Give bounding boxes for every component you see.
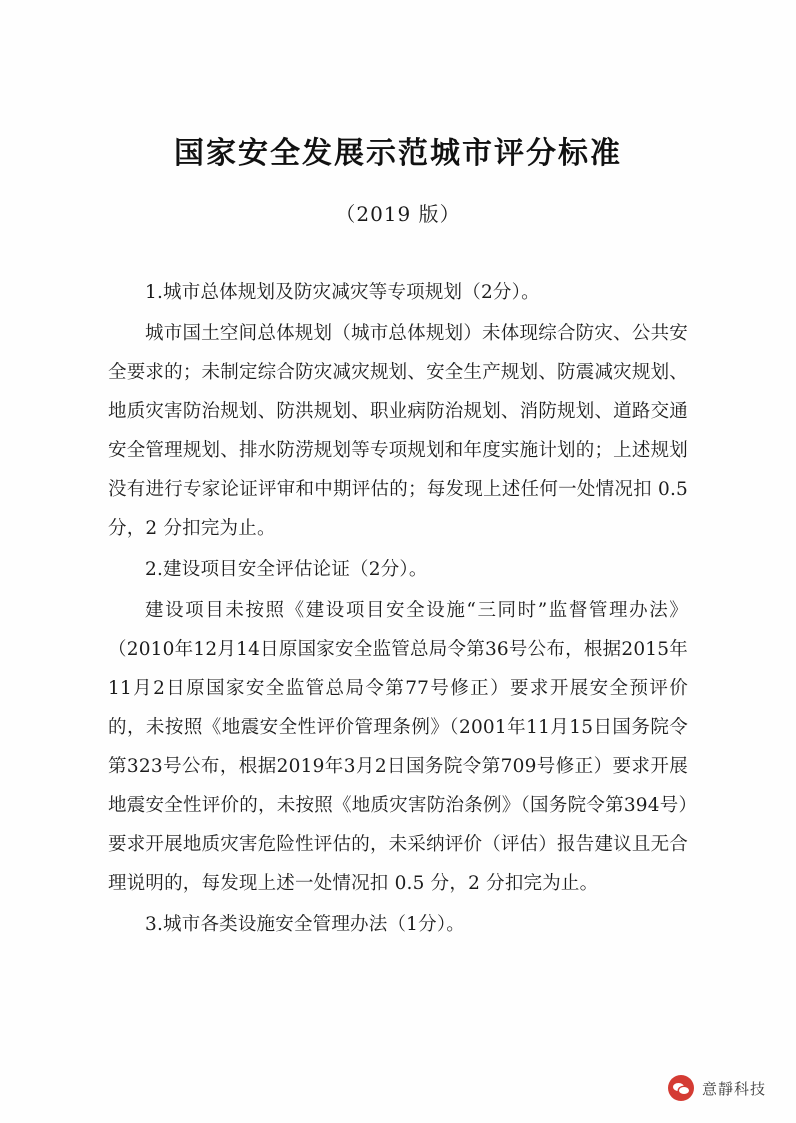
wechat-icon: [668, 1075, 694, 1101]
footer-label: 意靜科技: [701, 1079, 766, 1098]
paragraph: 城市国土空间总体规划（城市总体规划）未体现综合防灾、公共安全要求的；未制定综合防灾减灾规划、安全生产规划、防震减灾规划、地质灾害防治规划、防洪规划、职业病防治规划、消防规划、道路交通安全管理规划、排水防涝规划等专项规划和年度实施计划的；上述规划没有进行专家论证评审和中期评估的；每发现上述任何一处情况扣 0.5 分，2 分扣完为止。: [108, 323, 688, 539]
paragraph: 1.城市总体规划及防灾减灾等专项规划（2分）。: [145, 282, 540, 303]
paragraph: 3.城市各类设施安全管理办法（1分）。: [145, 914, 465, 935]
footer-watermark: [668, 1075, 766, 1101]
paragraph: 建设项目未按照《建设项目安全设施“三同时”监督管理办法》（2010年12月14日原国家安全监管总局令第36号公布，根据2015年11月2日原国家安全监管总局令第77号修正）要求开展安全预评价的，未按照《地震安全性评价管理条例》（2001年11月15日国务院令第323号公布，根据2019年3月2日国务院令第709号修正）要求开展地震安全性评价的，未按照《地质灾害防治条例》（国务院令第394号）要求开展地质灾害危险性评估的，未采纳评价（评估）报告建议且无合理说明的，每发现上述一处情况扣 0.5 分，2 分扣完为止。: [108, 600, 688, 894]
paragraph: 2.建设项目安全评估论证（2分）。: [145, 559, 428, 580]
page-subtitle: （2019 版）: [335, 202, 461, 226]
page-title: 国家安全发展示范城市评分标准: [174, 136, 622, 171]
document-body: [108, 227, 688, 944]
